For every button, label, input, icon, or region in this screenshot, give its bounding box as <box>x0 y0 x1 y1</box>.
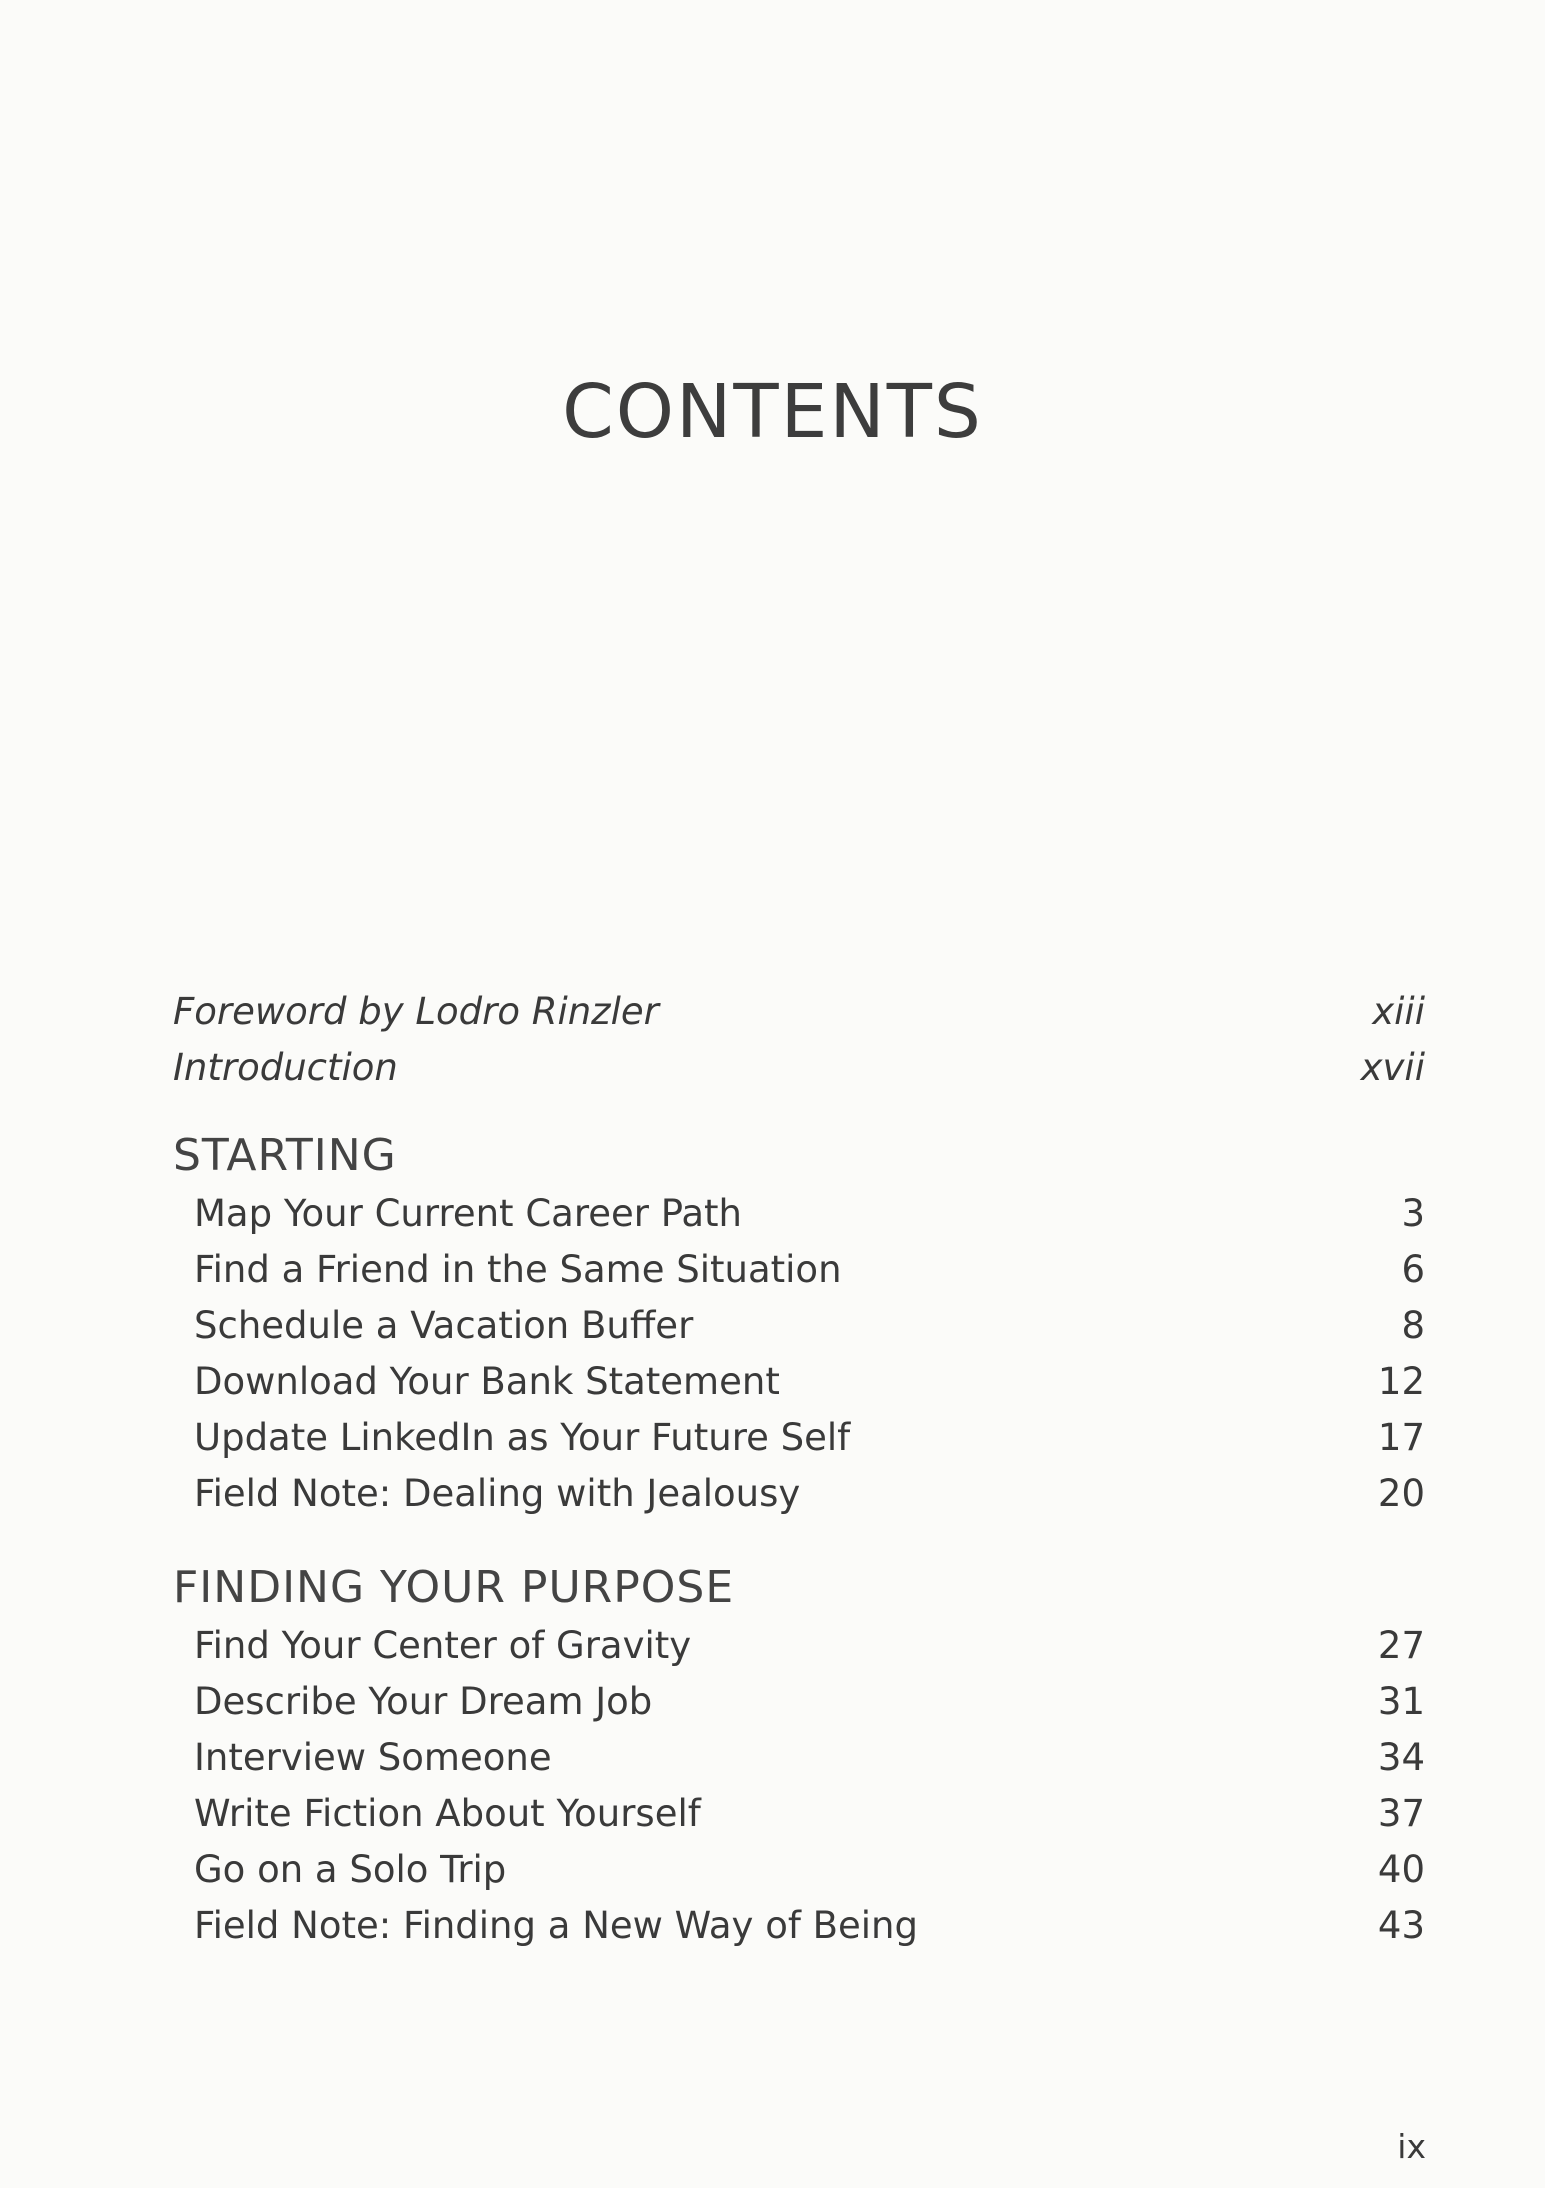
toc-entry <box>173 1618 1425 1674</box>
toc-entry <box>173 1298 1425 1354</box>
section-heading-finding-your-purpose: FINDING YOUR PURPOSE <box>173 1562 735 1613</box>
toc-entry-page: 20 <box>1377 1472 1425 1515</box>
toc-front-matter-introduction <box>173 1040 1425 1096</box>
toc-entry-label: Map Your Current Career Path <box>194 1192 743 1235</box>
toc-entry-page: 27 <box>1377 1624 1425 1667</box>
toc-entry-label: Field Note: Finding a New Way of Being <box>194 1904 918 1947</box>
toc-entry <box>173 1466 1425 1522</box>
table-of-contents <box>173 984 1425 1954</box>
toc-entry <box>173 1242 1425 1298</box>
toc-entry-label: Go on a Solo Trip <box>194 1848 507 1891</box>
page-number: ix <box>1397 2127 1426 2166</box>
toc-entry-page: xiii <box>1372 990 1425 1033</box>
toc-entry-page: 6 <box>1401 1248 1425 1291</box>
toc-entry-label: Interview Someone <box>194 1736 552 1779</box>
toc-entry-page: 12 <box>1377 1360 1425 1403</box>
toc-entry <box>173 1354 1425 1410</box>
toc-entry <box>173 1186 1425 1242</box>
toc-entry-label: Update LinkedIn as Your Future Self <box>194 1416 851 1459</box>
toc-entry-page: 3 <box>1401 1192 1425 1235</box>
toc-entry-page: 34 <box>1377 1736 1425 1779</box>
toc-entry-label: Describe Your Dream Job <box>194 1680 653 1723</box>
toc-entry-label: Find a Friend in the Same Situation <box>194 1248 842 1291</box>
toc-entry <box>173 1898 1425 1954</box>
page-title: CONTENTS <box>562 369 983 455</box>
toc-entry-page: 17 <box>1377 1416 1425 1459</box>
toc-entry-page: 43 <box>1377 1904 1425 1947</box>
toc-entry-page: 8 <box>1401 1304 1425 1347</box>
toc-entry <box>173 1674 1425 1730</box>
toc-entry <box>173 1842 1425 1898</box>
section-heading-starting: STARTING <box>173 1130 397 1181</box>
toc-entry-label: Foreword by Lodro Rinzler <box>173 990 659 1033</box>
toc-entry-label: Find Your Center of Gravity <box>194 1624 692 1667</box>
toc-entry <box>173 1730 1425 1786</box>
toc-entry-page: 37 <box>1377 1792 1425 1835</box>
toc-entry-label: Field Note: Dealing with Jealousy <box>194 1472 801 1515</box>
toc-entry <box>173 1786 1425 1842</box>
toc-entry-label: Schedule a Vacation Buffer <box>194 1304 694 1347</box>
toc-entry-page: xvii <box>1360 1046 1425 1089</box>
toc-entry-page: 31 <box>1377 1680 1425 1723</box>
toc-front-matter-foreword <box>173 984 1425 1040</box>
toc-entry <box>173 1410 1425 1466</box>
toc-entry-label: Introduction <box>173 1046 398 1089</box>
toc-entry-label: Download Your Bank Statement <box>194 1360 780 1403</box>
toc-entry-page: 40 <box>1377 1848 1425 1891</box>
toc-entry-label: Write Fiction About Yourself <box>194 1792 701 1835</box>
